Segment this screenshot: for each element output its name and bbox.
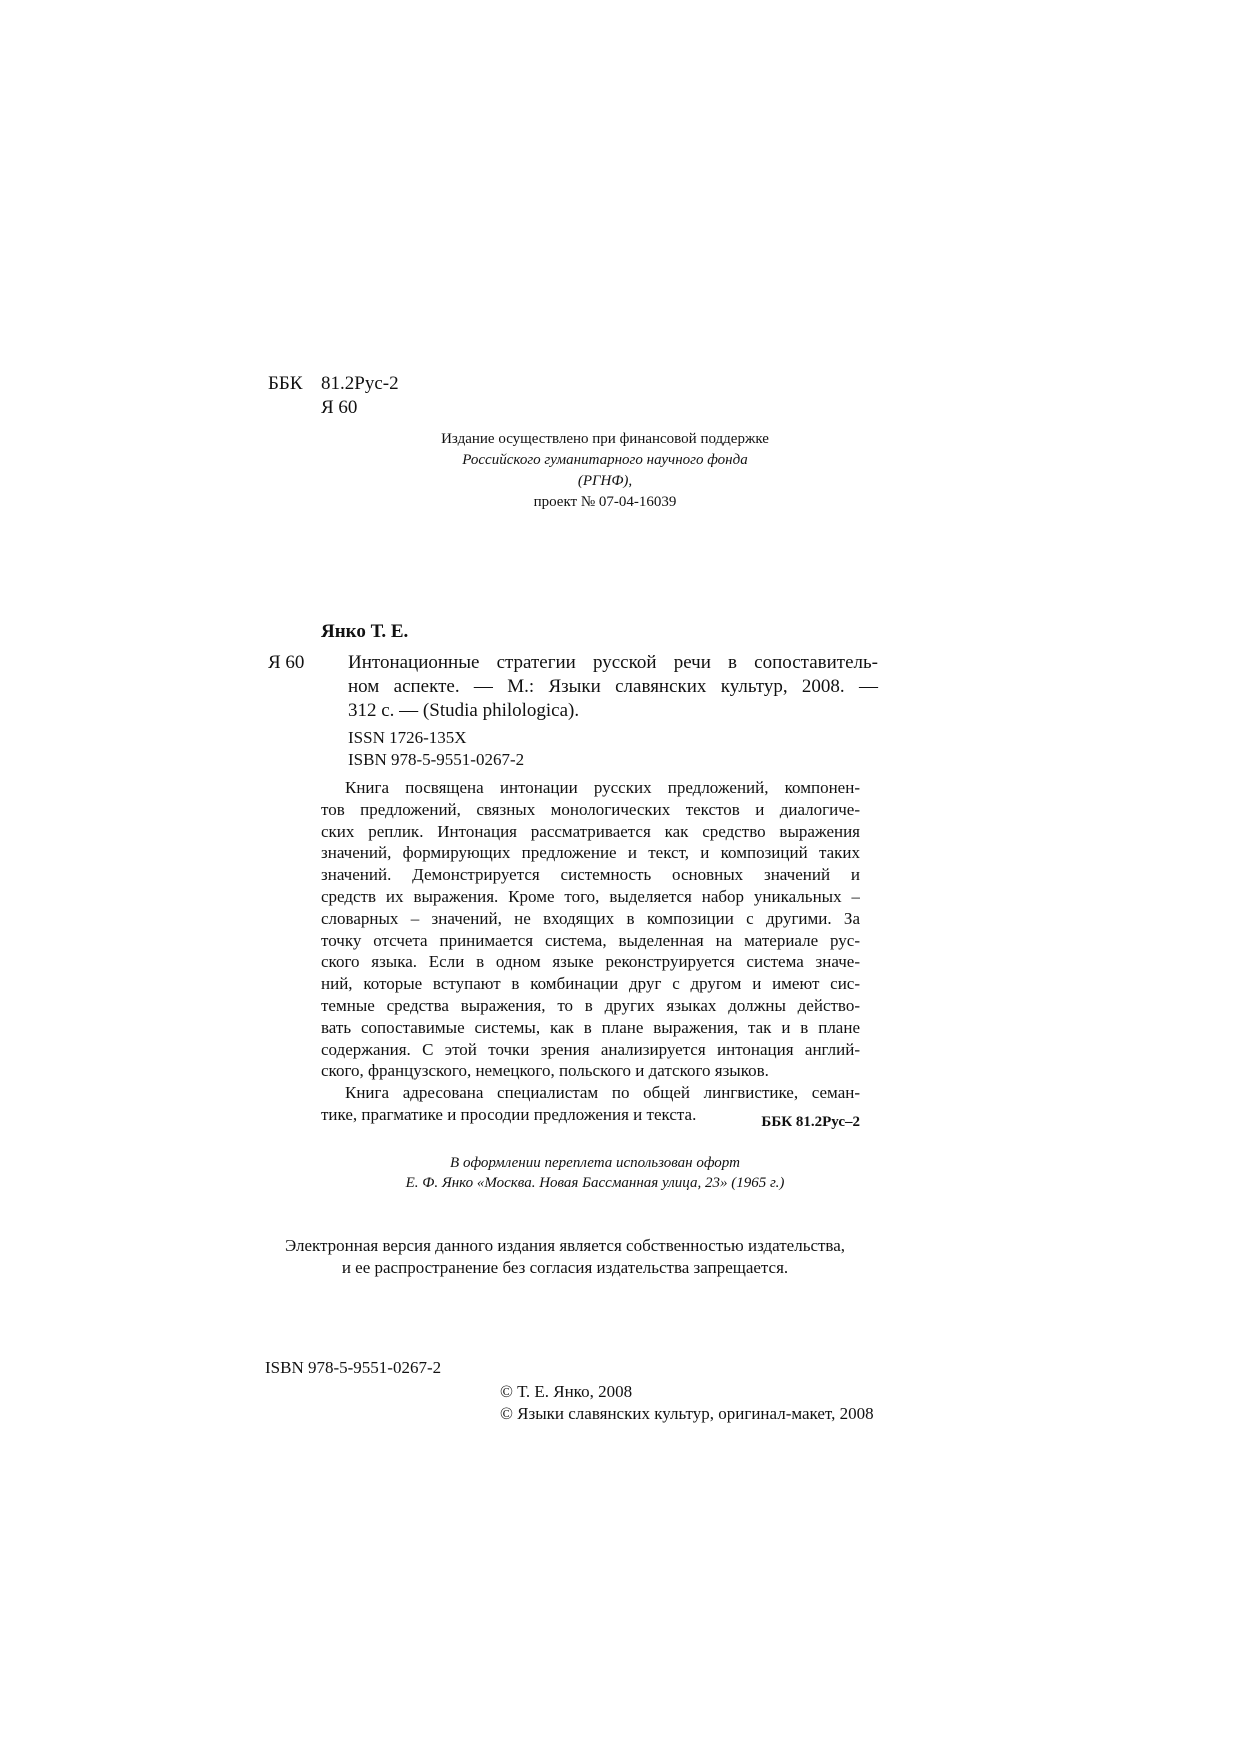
annotation-line: ского, французского, немецкого, польского и датского языков. — [321, 1061, 769, 1081]
cover-note-line-2: Е. Ф. Янко «Москва. Новая Бассманная улица, 23» (1965 г.) — [405, 1175, 785, 1191]
author-mark: Я 60 — [321, 397, 358, 418]
rights-line-1: Электронная версия данного издания является собственностью издательства, — [284, 1236, 846, 1255]
annotation-line: Книга посвящена интонации русских предложений, компонен- — [345, 778, 860, 797]
copyright-line-2: © Языки славянских культур, оригинал-макет, 2008 — [500, 1404, 874, 1423]
author-heading: Янко Т. Е. — [321, 621, 409, 642]
bbk-code: 81.2Рус-2 — [321, 373, 399, 394]
entry-mark: Я 60 — [268, 652, 305, 673]
annotation-bbk: ББК 81.2Рус–2 — [761, 1114, 860, 1130]
funding-line-3: (РГНФ), — [577, 473, 633, 489]
annotation-line: тов предложений, связных монологических текстов и диалогиче- — [321, 799, 860, 819]
rights-line-2: и ее распространение без согласия издательства запрещается. — [341, 1258, 789, 1277]
annotation-line: Книга адресована специалистам по общей лингвистике, семан- — [345, 1083, 860, 1103]
annotation-line: вать сопоставимые системы, как в плане выражения, так и в плане — [321, 1017, 860, 1037]
isbn: ISBN 978-5-9551-0267-2 — [348, 750, 525, 769]
entry-line: 312 с. — (Studia philologica). — [348, 700, 580, 721]
annotation-line: средств их выражения. Кроме того, выделяется набор уникальных – — [321, 886, 860, 906]
bbk-label: ББК — [268, 373, 303, 394]
catalog-entry — [348, 651, 878, 723]
annotation-line: значений. Демонстрируется системность основных значений и — [321, 865, 860, 885]
issn: ISSN 1726-135X — [348, 728, 467, 747]
annotation-line: темные средства выражения, то в других языках должны действо- — [321, 995, 860, 1015]
annotation-line: точку отсчета принимается система, выделенная на материале рус- — [321, 930, 860, 950]
annotation-line: значений, формирующих предложение и текст, и композиций таких — [321, 843, 860, 863]
entry-line: ном аспекте. — М.: Языки славянских культур, 2008. — — [348, 676, 878, 697]
entry-line: Интонационные стратегии русской речи в сопоставитель- — [348, 652, 878, 673]
cover-note-line-1: В оформлении переплета использован офорт — [450, 1155, 740, 1171]
isbn-bottom: ISBN 978-5-9551-0267-2 — [265, 1358, 442, 1377]
funding-line-4: проект № 07-04-16039 — [533, 494, 677, 510]
annotation-line: ских реплик. Интонация рассматривается как средство выражения — [321, 821, 860, 841]
annotation-line: содержания. С этой точки зрения анализируется интонация англий- — [321, 1039, 860, 1059]
copyright-line-1: © Т. Е. Янко, 2008 — [500, 1382, 633, 1401]
annotation-line: ний, которые вступают в комбинации друг с другом и имеют сис- — [321, 974, 860, 994]
annotation-line: ского языка. Если в одном языке реконструируется система значе- — [321, 952, 860, 972]
annotation-line: словарных – значений, не входящих в композиции с другими. За — [321, 908, 860, 928]
annotation — [321, 777, 860, 1126]
funding-line-1: Издание осуществлено при финансовой поддержке — [441, 431, 769, 447]
funding-line-2: Российского гуманитарного научного фонда — [462, 452, 748, 468]
annotation-line: тике, прагматике и просодии предложения и текста. — [321, 1104, 697, 1124]
